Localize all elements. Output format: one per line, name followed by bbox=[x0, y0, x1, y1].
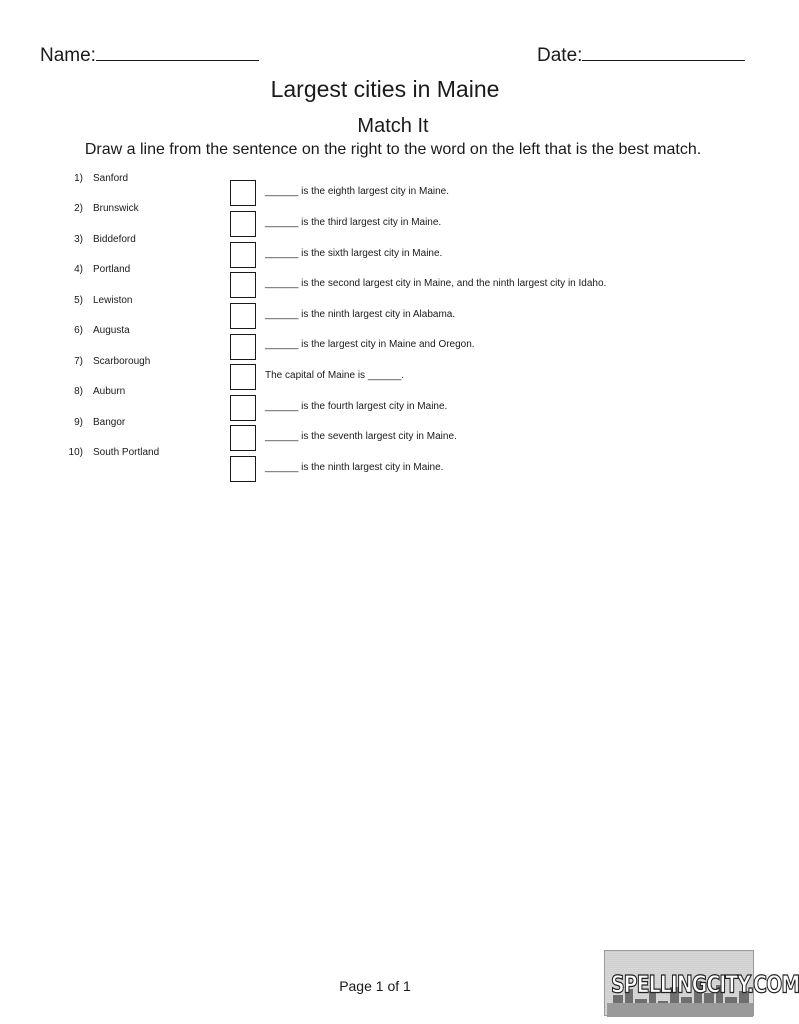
answer-box[interactable] bbox=[230, 180, 256, 206]
sentence-item: ______ is the ninth largest city in Alabama. bbox=[265, 309, 456, 320]
name-blank-line bbox=[96, 44, 259, 61]
logo-text: SPELLINGCITY.COM bbox=[611, 971, 799, 999]
word-label: South Portland bbox=[93, 447, 160, 458]
word-item bbox=[0, 447, 159, 458]
word-item bbox=[0, 356, 150, 367]
word-number: 4) bbox=[74, 264, 83, 275]
sentence-item: The capital of Maine is ______. bbox=[265, 370, 404, 381]
word-label: Biddeford bbox=[93, 234, 136, 245]
word-label: Portland bbox=[93, 264, 131, 275]
answer-box[interactable] bbox=[230, 334, 256, 360]
answer-box[interactable] bbox=[230, 211, 256, 237]
sentence-item: ______ is the fourth largest city in Maine. bbox=[265, 401, 448, 412]
sentence-item: ______ is the eighth largest city in Maine. bbox=[265, 186, 449, 197]
word-label: Brunswick bbox=[93, 203, 139, 214]
word-item bbox=[0, 173, 128, 184]
answer-box[interactable] bbox=[230, 425, 256, 451]
word-number: 6) bbox=[74, 325, 83, 336]
answer-box[interactable] bbox=[230, 242, 256, 268]
date-field bbox=[537, 44, 745, 67]
answer-box[interactable] bbox=[230, 456, 256, 482]
word-label: Lewiston bbox=[93, 295, 133, 306]
instructions: Draw a line from the sentence on the right to the word on the left that is the best match. bbox=[84, 141, 702, 158]
word-item bbox=[0, 417, 125, 428]
sentence-item: ______ is the largest city in Maine and Oregon. bbox=[265, 339, 475, 350]
word-label: Auburn bbox=[93, 386, 126, 397]
spellingcity-logo bbox=[604, 950, 799, 1016]
date-blank-line bbox=[582, 44, 745, 61]
word-label: Bangor bbox=[93, 417, 126, 428]
sentence-item: ______ is the sixth largest city in Maine. bbox=[265, 248, 443, 259]
word-number: 2) bbox=[74, 203, 83, 214]
word-label: Sanford bbox=[93, 173, 129, 184]
word-item bbox=[0, 264, 130, 275]
word-item bbox=[0, 386, 125, 397]
sentence-item: ______ is the second largest city in Maine, and the ninth largest city in Idaho. bbox=[265, 278, 607, 289]
word-number: 9) bbox=[74, 417, 83, 428]
answer-box[interactable] bbox=[230, 395, 256, 421]
word-number: 5) bbox=[74, 295, 83, 306]
word-label: Augusta bbox=[93, 325, 130, 336]
date-label: Date: bbox=[537, 45, 583, 66]
answer-box[interactable] bbox=[230, 364, 256, 390]
name-field bbox=[40, 44, 259, 67]
word-number: 7) bbox=[74, 356, 83, 367]
answer-box[interactable] bbox=[230, 303, 256, 329]
sentence-item: ______ is the ninth largest city in Maine. bbox=[265, 462, 444, 473]
word-item bbox=[0, 295, 132, 306]
sentence-item: ______ is the third largest city in Maine. bbox=[265, 217, 442, 228]
word-number: 8) bbox=[74, 386, 83, 397]
word-item bbox=[0, 203, 139, 214]
word-number: 1) bbox=[74, 173, 83, 184]
page-title: Largest cities in Maine bbox=[270, 76, 500, 102]
word-number: 3) bbox=[74, 234, 83, 245]
word-number: 10) bbox=[68, 447, 83, 458]
sentence-item: ______ is the seventh largest city in Maine. bbox=[265, 431, 457, 442]
name-label: Name: bbox=[40, 45, 96, 66]
page-number: Page 1 of 1 bbox=[339, 978, 411, 994]
word-label: Scarborough bbox=[93, 356, 151, 367]
page-subtitle: Match It bbox=[357, 115, 429, 137]
answer-box[interactable] bbox=[230, 272, 256, 298]
word-item bbox=[0, 234, 136, 245]
word-item bbox=[0, 325, 130, 336]
